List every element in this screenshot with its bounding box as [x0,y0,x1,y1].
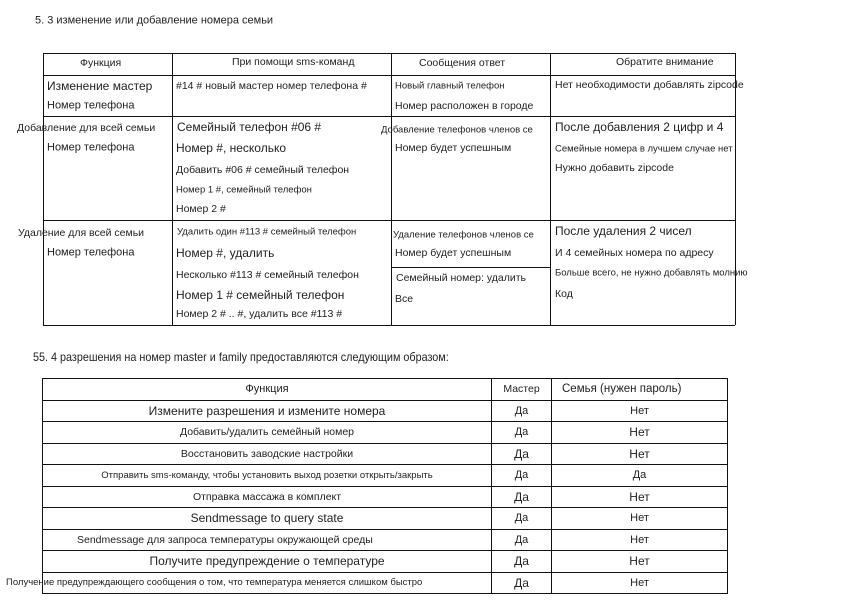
function-cell: Sendmessage to query state [43,508,492,530]
sms-text: Номер 2 # .. #, удалить все #113 # [176,307,343,320]
permissions-table [6,378,728,594]
function-text: Номер телефона [47,99,135,112]
function-text: Удаление для всей семьи [18,226,145,239]
reply-text: Новый главный телефон [395,80,505,92]
sms-text: Добавить #06 # семейный телефон [176,163,350,176]
header-reply: Сообщения ответ [419,56,506,69]
family-cell: Нет [552,486,728,508]
table-row [43,443,728,465]
master-cell: Да [492,572,552,594]
reply-text: Удаление телефонов членов се [393,229,534,241]
reply-text: Номер будет успешным [395,246,512,259]
function-cell: Измените разрешения и измените номера [43,400,492,422]
note-text: Нужно добавить zipcode [555,161,674,174]
function-cell: Отправка массажа в комплект [43,486,492,508]
table-row [43,508,728,530]
function-text: Номер телефона [47,141,135,154]
note-text: Нет необходимости добавлять zipcode [555,78,744,91]
family-cell: Нет [552,529,728,551]
master-cell: Да [492,551,552,573]
note-text: Семейные номера в лучшем случае нет [555,143,733,155]
section1-title: 5. 3 изменение или добавление номера семьи [35,14,274,27]
master-cell: Да [492,486,552,508]
family-cell: Нет [552,400,728,422]
table-row [43,572,728,594]
table-row [43,400,728,422]
note-text: После добавления 2 цифр и 4 [555,120,724,134]
master-cell: Да [492,443,552,465]
function-cell: Получение предупреждающего сообщения о том, что температура меняется слишком быстро [6,577,423,589]
sms-text: Номер 2 # [176,202,226,215]
header-master: Мастер [492,379,552,401]
family-cell: Нет [552,508,728,530]
header-sms: При помощи sms-команд [232,55,355,68]
note-text: Код [555,287,573,300]
sms-text: Номер #, несколько [176,141,287,155]
note-text: Больше всего, не нужно добавлять молнию [555,267,748,279]
header-function: Функция [80,56,122,69]
function-cell: Восстановить заводские настройки [43,443,492,465]
function-cell: Sendmessage для запроса температуры окружающей среды [43,529,492,551]
section2-title: 55. 4 разрешения на номер master и family предоставляются следующим образом: [33,350,449,364]
table-header-row [43,379,728,401]
function-cell: Получите предупреждение о температуре [43,551,492,573]
note-text: После удаления 2 чисел [555,224,692,238]
note-text: И 4 семейных номера по адресу [555,246,714,259]
reply-text: Номер расположен в городе [395,99,534,112]
sms-text: Номер 1 # семейный телефон [176,288,345,302]
table-row [43,529,728,551]
master-cell: Да [492,508,552,530]
header-function: Функция [43,379,492,401]
reply-text: Добавление телефонов членов се [381,124,533,136]
sms-text: Номер 1 #, семейный телефон [176,184,312,196]
family-cell: Да [552,465,728,487]
table-row [43,486,728,508]
function-cell: Добавить/удалить семейный номер [43,422,492,444]
header-note: Обратите внимание [616,55,714,68]
table-row [43,422,728,444]
sms-text: #14 # новый мастер номер телефона # [176,79,367,92]
function-text: Изменение мастер [47,79,153,93]
family-cell: Нет [552,422,728,444]
function-text: Добавление для всей семьи [17,121,156,134]
reply-text: Все [395,292,414,305]
master-cell: Да [492,465,552,487]
reply-text: Номер будет успешным [395,141,512,154]
header-family: Семья (нужен пароль) [552,379,728,401]
sms-text: Несколько #113 # семейный телефон [176,268,359,281]
table-row [43,551,728,573]
function-cell: Отправить sms-команду, чтобы установить выход розетки открыть/закрыть [43,465,492,487]
family-cell: Нет [552,443,728,465]
family-cell: Нет [552,572,728,594]
table-row [43,465,728,487]
family-cell: Нет [552,551,728,573]
sms-text: Номер #, удалить [176,246,275,260]
master-cell: Да [492,422,552,444]
master-cell: Да [492,529,552,551]
master-cell: Да [492,400,552,422]
function-text: Номер телефона [47,246,135,259]
sms-text: Удалить один #113 # семейный телефон [177,226,357,238]
reply-text: Семейный номер: удалить [396,271,526,284]
sms-text: Семейный телефон #06 # [177,120,322,134]
